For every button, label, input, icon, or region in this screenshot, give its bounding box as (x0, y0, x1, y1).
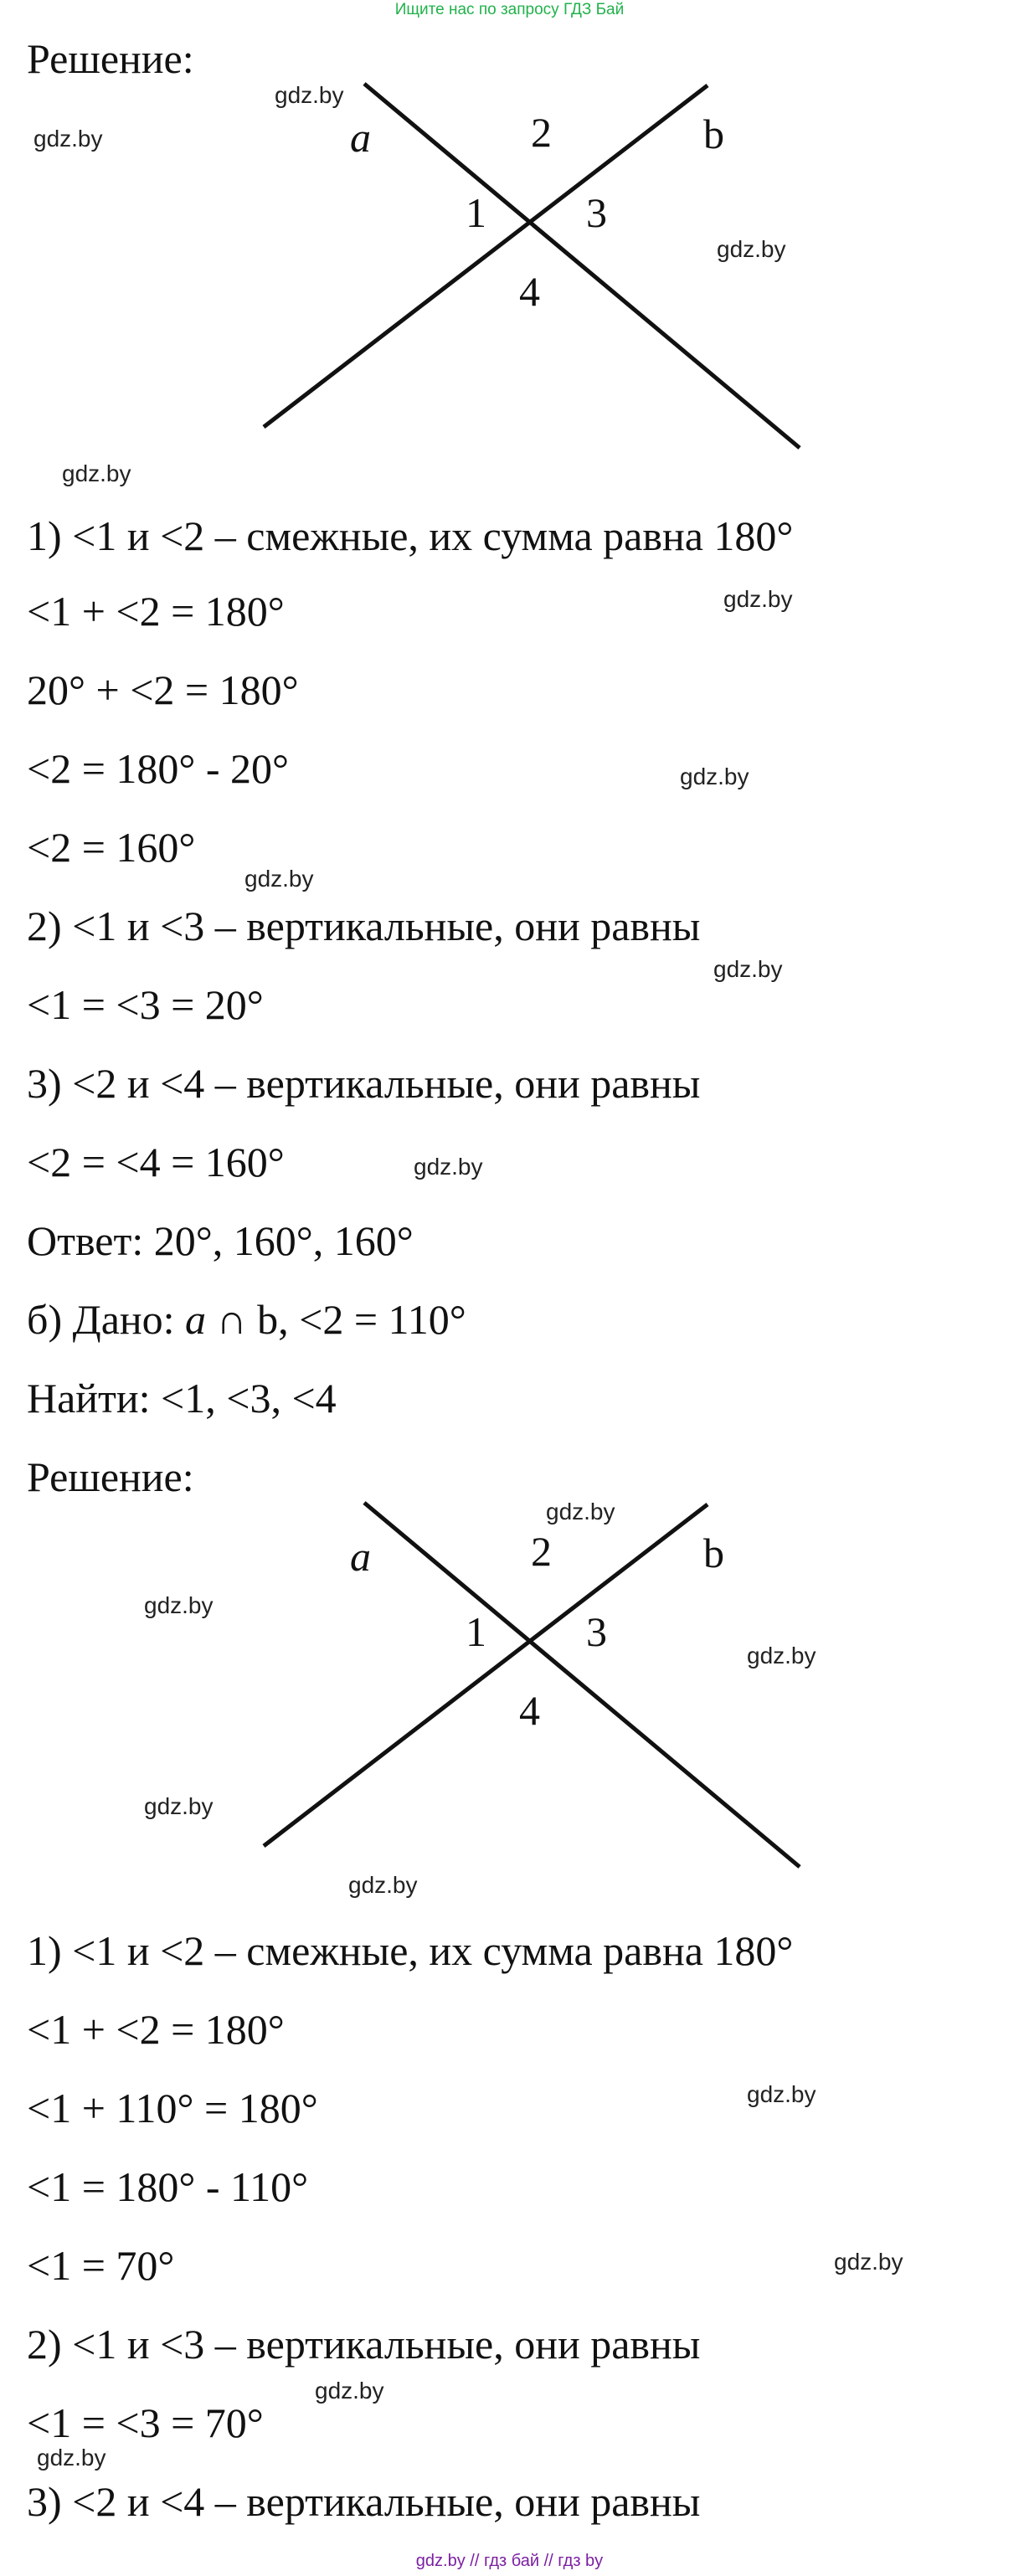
watermark: gdz.by (37, 2445, 106, 2471)
watermark: gdz.by (723, 586, 793, 612)
label-line-a: a (350, 1533, 371, 1580)
label-angle-2: 2 (531, 109, 552, 156)
solution-heading-b: Решение: (27, 1453, 194, 1500)
intersecting-lines-diagram-a (0, 75, 1019, 477)
watermark: gdz.by (747, 1643, 816, 1668)
solution-line-a-3: 20° + <2 = 180° (27, 666, 299, 713)
watermark: gdz.by (144, 1592, 214, 1618)
watermark: gdz.by (717, 236, 786, 262)
solution-heading-a: Решение: (27, 35, 194, 82)
solution-line-a-9: <2 = <4 = 160° (27, 1139, 285, 1185)
label-angle-1: 1 (466, 189, 486, 236)
solution-line-b-1: 1) <1 и <2 – смежные, их сумма равна 180° (27, 1927, 794, 1974)
solution-line-a-2: <1 + <2 = 180° (27, 588, 285, 635)
given-rest: ∩ b, <2 = 110° (206, 1296, 466, 1343)
solution-line-a-4: <2 = 180° - 20° (27, 745, 290, 792)
solution-line-b-4: <1 = 180° - 110° (27, 2163, 309, 2210)
solution-line-a-1: 1) <1 и <2 – смежные, их сумма равна 180° (27, 512, 794, 559)
solution-line-b-3: <1 + 110° = 180° (27, 2085, 318, 2131)
line-b (264, 85, 708, 427)
header-note: Ищите нас по запросу ГДЗ Бай (394, 1, 625, 18)
intersecting-lines-a (0, 75, 1019, 477)
solution-line-b-8: 3) <2 и <4 – вертикальные, они равны (27, 2478, 701, 2525)
solution-line-a-7: <1 = <3 = 20° (27, 981, 264, 1028)
watermark: gdz.by (546, 1499, 615, 1525)
watermark: gdz.by (747, 2081, 816, 2107)
label-line-b: b (703, 1530, 724, 1576)
watermark: gdz.by (275, 82, 344, 108)
solution-line-b-5: <1 = 70° (27, 2242, 175, 2289)
footer-note: gdz.by // гдз бай // гдз by (415, 2552, 604, 2570)
given-line-a-symbol: a (185, 1296, 207, 1343)
watermark: gdz.by (33, 126, 103, 152)
line-a (364, 84, 800, 448)
solution-line-a-5: <2 = 160° (27, 824, 196, 871)
watermark: gdz.by (414, 1154, 483, 1180)
watermark: gdz.by (144, 1793, 214, 1819)
watermark: gdz.by (834, 2249, 903, 2275)
label-angle-2: 2 (531, 1528, 552, 1575)
label-line-a: a (350, 114, 371, 161)
line-a (364, 1503, 800, 1867)
label-line-b: b (703, 111, 724, 157)
solution-line-a-8: 3) <2 и <4 – вертикальные, они равны (27, 1060, 701, 1107)
solution-line-b-7: <1 = <3 = 70° (27, 2399, 264, 2446)
watermark: gdz.by (315, 2378, 384, 2404)
label-angle-3: 3 (586, 189, 607, 236)
label-angle-1: 1 (466, 1608, 486, 1655)
answer-line-a: Ответ: 20°, 160°, 160° (27, 1217, 414, 1264)
intersecting-lines-diagram-b (0, 1494, 1019, 1896)
watermark: gdz.by (348, 1872, 418, 1898)
given-line-b (27, 1294, 466, 1345)
intersecting-lines-b (0, 1494, 1019, 1896)
watermark: gdz.by (680, 764, 749, 789)
solution-line-a-6: 2) <1 и <3 – вертикальные, они равны (27, 902, 701, 949)
line-b (264, 1504, 708, 1846)
watermark: gdz.by (244, 866, 314, 892)
label-angle-3: 3 (586, 1608, 607, 1655)
given-label: б) Дано: (27, 1296, 186, 1343)
find-line-b: Найти: <1, <3, <4 (27, 1375, 337, 1422)
solution-line-b-2: <1 + <2 = 180° (27, 2006, 285, 2053)
solution-line-b-6: 2) <1 и <3 – вертикальные, они равны (27, 2321, 701, 2368)
label-angle-4: 4 (519, 1687, 540, 1734)
watermark: gdz.by (713, 956, 783, 982)
label-angle-4: 4 (519, 268, 540, 315)
watermark: gdz.by (62, 460, 131, 486)
